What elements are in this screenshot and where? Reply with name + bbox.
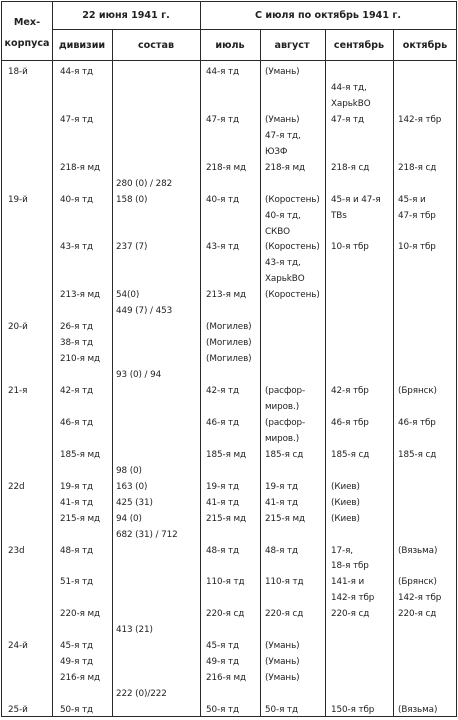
- table-cell-comp: 54(0): [116, 290, 140, 301]
- table-cell-oct: 45-я и: [398, 194, 426, 205]
- table-cell-aug: (Умань): [265, 641, 300, 652]
- table-cell-aug: 19-я тд: [265, 481, 298, 492]
- table-cell-aug: (Коростень): [265, 194, 320, 205]
- table-border-right: [456, 1, 457, 717]
- table-cell-div: 210-я мд: [60, 354, 100, 365]
- table-cell-sep: 220-я сд: [331, 609, 370, 620]
- table-cell-jul: 44-я тд: [206, 67, 239, 77]
- table-cell-corps: 20-й: [8, 322, 28, 333]
- table-cell-sep: 142-я тбр: [331, 593, 375, 604]
- table-cell-aug: ХарьkВО: [265, 274, 305, 285]
- table-cell-aug: (Умань): [265, 657, 300, 668]
- header-date-group: 22 июня 1941 г.: [82, 10, 170, 21]
- column-divider-divisions: [112, 29, 113, 717]
- table-cell-comp: 94 (0): [116, 513, 142, 524]
- table-cell-comp: 98 (0): [116, 465, 142, 476]
- table-cell-sep: 44-я тд,: [331, 82, 367, 93]
- table-cell-div: 42-я тд: [60, 386, 93, 396]
- column-divider-september: [393, 29, 394, 717]
- table-cell-corps: 23d: [8, 545, 25, 556]
- table-cell-sep: 218-я сд: [331, 162, 370, 173]
- table-cell-div: 185-я мд: [60, 449, 100, 460]
- table-cell-div: 218-я мд: [60, 162, 100, 173]
- table-cell-corps: 22d: [8, 481, 25, 492]
- table-cell-aug: СКВО: [265, 226, 290, 237]
- table-cell-div: 213-я мд: [60, 290, 100, 301]
- table-cell-aug: (Умань): [265, 673, 300, 684]
- table-cell-aug: 47-я тд,: [265, 130, 301, 141]
- table-cell-oct: 10-я тбр: [398, 242, 436, 253]
- table-cell-aug: (Умань): [265, 114, 300, 125]
- table-cell-sep: 10-я тбр: [331, 242, 369, 253]
- table-cell-comp: 413 (21): [116, 625, 153, 636]
- column-divider-corps: [52, 1, 53, 717]
- table-cell-jul: 40-я тд: [206, 194, 239, 205]
- table-cell-div: 47-я тд: [60, 114, 93, 125]
- table-cell-jul: 213-я мд: [206, 290, 246, 301]
- table-cell-div: 45-я тд: [60, 641, 93, 652]
- header-col-july: июль: [215, 40, 245, 51]
- table-cell-oct: (Брянск): [398, 386, 437, 396]
- table-cell-jul: 220-я сд: [206, 609, 245, 620]
- table-cell-div: 48-я тд: [60, 545, 93, 556]
- table-border-bottom: [1, 716, 457, 717]
- table-cell-sep: (Киев): [331, 497, 360, 508]
- table-cell-jul: 47-я тд: [206, 114, 239, 125]
- table-border-left: [1, 1, 2, 717]
- header-mech-corps-line2: корпуса: [4, 38, 50, 49]
- table-cell-comp: 163 (0): [116, 481, 148, 492]
- table-cell-sep: 45-я и 47-я: [331, 194, 381, 205]
- header-col-composition: состав: [137, 40, 175, 51]
- table-cell-jul: (Могилев): [206, 338, 252, 349]
- header-mech-corps-line1: Мех-: [13, 17, 41, 28]
- table-cell-jul: 48-я тд: [206, 545, 239, 556]
- table-cell-sep: 18-я тбр: [331, 561, 369, 572]
- table-cell-oct: 142-я тбр: [398, 114, 442, 125]
- table-cell-aug: (расфор-: [265, 417, 306, 428]
- table-cell-jul: 41-я тд: [206, 497, 239, 508]
- column-divider-august: [325, 29, 326, 717]
- table-cell-jul: 43-я тд: [206, 242, 239, 253]
- table-cell-jul: 19-я тд: [206, 481, 239, 492]
- table-cell-aug: (Умань): [265, 67, 300, 77]
- header-bottom-border: [1, 60, 457, 61]
- table-cell-sep: 141-я и: [331, 577, 365, 588]
- table-cell-div: 43-я тд: [60, 242, 93, 253]
- table-cell-corps: 18-й: [8, 67, 28, 77]
- table-cell-comp: 682 (31) / 712: [116, 529, 178, 540]
- table-cell-aug: 110-я тд: [265, 577, 304, 588]
- table-cell-oct: (Брянск): [398, 577, 437, 588]
- header-col-divisions: дивизии: [58, 40, 106, 51]
- table-cell-jul: 46-я тд: [206, 417, 239, 428]
- table-cell-div: 44-я тд: [60, 67, 93, 77]
- header-col-september: сентябрь: [333, 40, 385, 51]
- table-cell-jul: 50-я тд: [206, 705, 239, 715]
- table-cell-sep: ТВs: [331, 210, 347, 221]
- table-cell-aug: (Коростень): [265, 242, 320, 253]
- table-cell-aug: (Коростень): [265, 290, 320, 301]
- table-cell-sep: (Киев): [331, 481, 360, 492]
- table-cell-jul: 218-я мд: [206, 162, 246, 173]
- table-cell-div: 38-я тд: [60, 338, 93, 349]
- table-cell-sep: 185-я сд: [331, 449, 370, 460]
- table-cell-jul: 216-я мд: [206, 673, 246, 684]
- table-cell-oct: 185-я сд: [398, 449, 437, 460]
- table-cell-oct: (Вязьма): [398, 705, 438, 715]
- table-cell-comp: 237 (7): [116, 242, 148, 253]
- table-cell-comp: 280 (0) / 282: [116, 178, 173, 189]
- header-period-group: С июля по октябрь 1941 г.: [254, 10, 402, 21]
- table-cell-aug: (расфор-: [265, 386, 306, 396]
- table-cell-oct: 220-я сд: [398, 609, 437, 620]
- table-border-top: [1, 1, 457, 2]
- table-cell-oct: 47-я тбр: [398, 210, 436, 221]
- table-cell-comp: 449 (7) / 453: [116, 306, 173, 317]
- header-col-october: октябрь: [402, 40, 448, 51]
- table-cell-aug: 50-я тд: [265, 705, 298, 715]
- table-cell-corps: 19-й: [8, 194, 28, 205]
- table-cell-corps: 24-й: [8, 641, 28, 652]
- table-cell-sep: 17-я,: [331, 545, 353, 556]
- table-cell-jul: (Могилев): [206, 354, 252, 365]
- table-cell-aug: 215-я мд: [265, 513, 305, 524]
- table-cell-aug: 220-я сд: [265, 609, 304, 620]
- table-cell-sep: (Киев): [331, 513, 360, 524]
- table-cell-jul: 215-я мд: [206, 513, 246, 524]
- table-cell-jul: 110-я тд: [206, 577, 245, 588]
- table-cell-div: 220-я мд: [60, 609, 100, 620]
- table-cell-aug: 218-я мд: [265, 162, 305, 173]
- table-cell-aug: ЮЗФ: [265, 146, 288, 157]
- table-cell-oct: (Вязьма): [398, 545, 438, 556]
- table-cell-sep: 47-я тд: [331, 114, 364, 125]
- table-cell-jul: 185-я мд: [206, 449, 246, 460]
- table-cell-oct: 142-я тбр: [398, 593, 442, 604]
- table-cell-comp: 158 (0): [116, 194, 148, 205]
- table-cell-sep: ХарьkВО: [331, 98, 371, 109]
- column-divider-group: [200, 1, 201, 717]
- table-cell-aug: 48-я тд: [265, 545, 298, 556]
- table-cell-jul: 42-я тд: [206, 386, 239, 396]
- table-cell-sep: 150-я тбр: [331, 705, 375, 715]
- table-cell-jul: 49-я тд: [206, 657, 239, 668]
- table-cell-aug: миров.): [265, 433, 300, 444]
- table-cell-sep: 42-я тбр: [331, 386, 369, 396]
- table-cell-corps: 21-я: [8, 386, 28, 396]
- table-cell-aug: 43-я тд,: [265, 258, 301, 269]
- table-cell-div: 41-я тд: [60, 497, 93, 508]
- table-cell-comp: 425 (31): [116, 497, 153, 508]
- column-divider-july: [260, 29, 261, 717]
- table-cell-aug: миров.): [265, 401, 300, 412]
- table-cell-div: 26-я тд: [60, 322, 93, 333]
- header-col-august: август: [274, 40, 310, 51]
- table-cell-sep: 46-я тбр: [331, 417, 369, 428]
- table-cell-div: 49-я тд: [60, 657, 93, 668]
- table-cell-comp: 93 (0) / 94: [116, 370, 162, 381]
- table-cell-jul: (Могилев): [206, 322, 252, 333]
- table-cell-aug: 41-я тд: [265, 497, 298, 508]
- table-cell-div: 19-я тд: [60, 481, 93, 492]
- table-cell-div: 46-я тд: [60, 417, 93, 428]
- table-cell-comp: 222 (0)/222: [116, 689, 167, 700]
- table-cell-div: 40-я тд: [60, 194, 93, 205]
- table-cell-jul: 45-я тд: [206, 641, 239, 652]
- table-cell-div: 216-я мд: [60, 673, 100, 684]
- table-cell-corps: 25-й: [8, 705, 28, 715]
- table-cell-div: 51-я тд: [60, 577, 93, 588]
- table-cell-oct: 218-я сд: [398, 162, 437, 173]
- table-cell-aug: 185-я сд: [265, 449, 304, 460]
- table-cell-div: 50-я тд: [60, 705, 93, 715]
- table-cell-oct: 46-я тбр: [398, 417, 436, 428]
- table-cell-aug: 40-я тд,: [265, 210, 301, 221]
- table-cell-div: 215-я мд: [60, 513, 100, 524]
